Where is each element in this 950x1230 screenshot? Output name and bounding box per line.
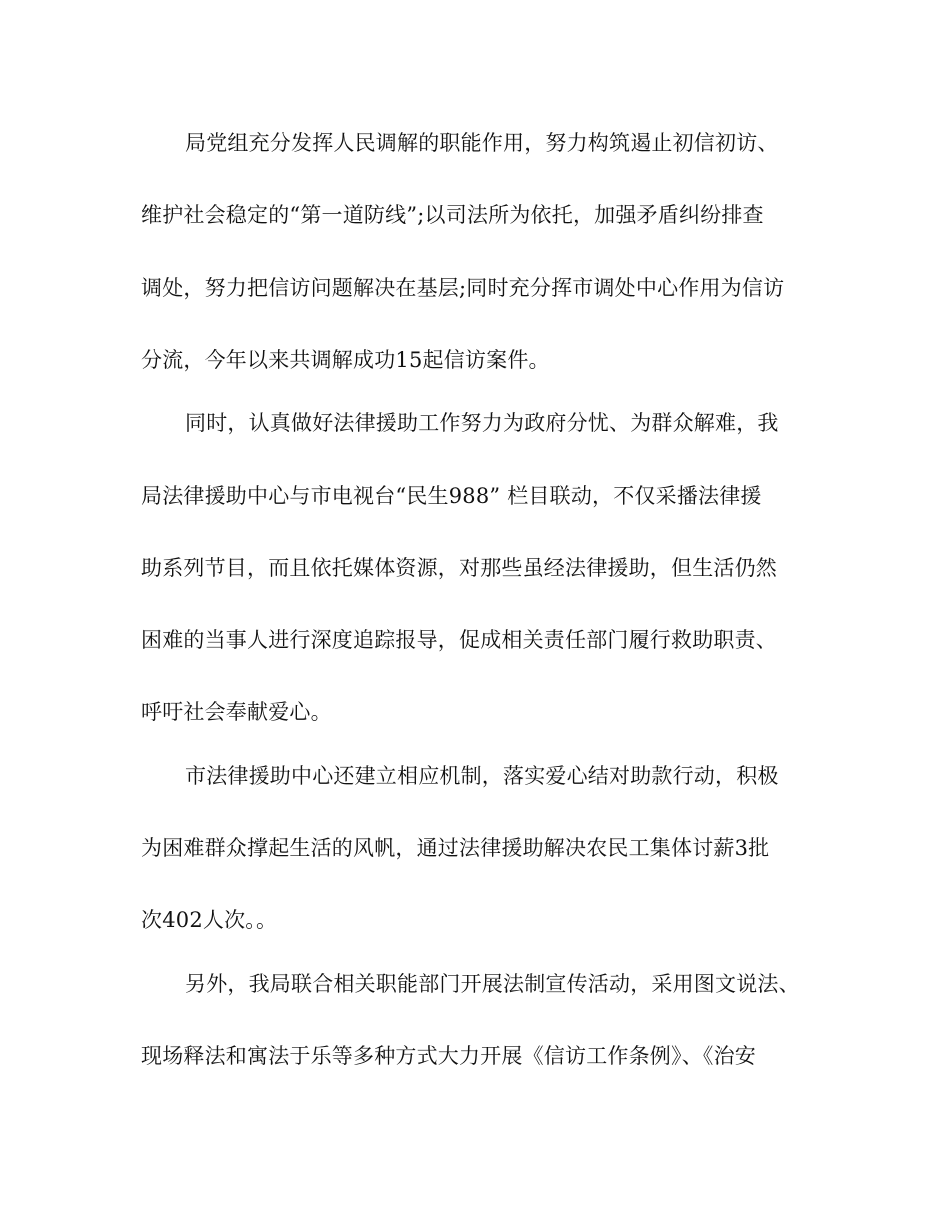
paragraph-1-line-3: 调处，努力把信访问题解决在基层;同时充分挥市调处中心作用为信访 (141, 276, 785, 300)
paragraph-1-line-2: 维护社会稳定的“第一道防线”;以司法所为依托，加强矛盾纠纷排查 (141, 203, 764, 227)
paragraph-3-line-2: 为困难群众撑起生活的风帆，通过法律援助解决农民工集体讨薪3批 (141, 836, 770, 860)
paragraph-1-line-1: 局党组充分发挥人民调解的职能作用，努力构筑遏止初信初访、 (185, 131, 779, 155)
paragraph-3-line-3: 次402人次。。 (141, 908, 278, 932)
paragraph-4-line-1: 另外，我局联合相关职能部门开展法制宣传活动，采用图文说法、 (185, 972, 800, 996)
paragraph-1-line-4: 分流，今年以来共调解成功15起信访案件。 (141, 348, 550, 372)
paragraph-2-line-3: 助系列节目，而且依托媒体资源，对那些虽经法律援助，但生活仍然 (141, 556, 777, 580)
paragraph-2-line-2: 局法律援助中心与市电视台“民生988” 栏目联动，不仅采播法律援 (141, 484, 762, 508)
paragraph-4-line-2: 现场释法和寓法于乐等多种方式大力开展《信访工作条例》、《治安 (141, 1044, 756, 1068)
paragraph-2-line-4: 困难的当事人进行深度追踪报导，促成相关责任部门履行救助职责、 (141, 628, 777, 652)
paragraph-3-line-1: 市法律援助中心还建立相应机制，落实爱心结对助款行动，积极 (185, 764, 779, 788)
paragraph-2-line-1: 同时，认真做好法律援助工作努力为政府分忧、为群众解难，我 (185, 411, 779, 435)
paragraph-2-line-5: 呼吁社会奉献爱心。 (141, 700, 332, 724)
